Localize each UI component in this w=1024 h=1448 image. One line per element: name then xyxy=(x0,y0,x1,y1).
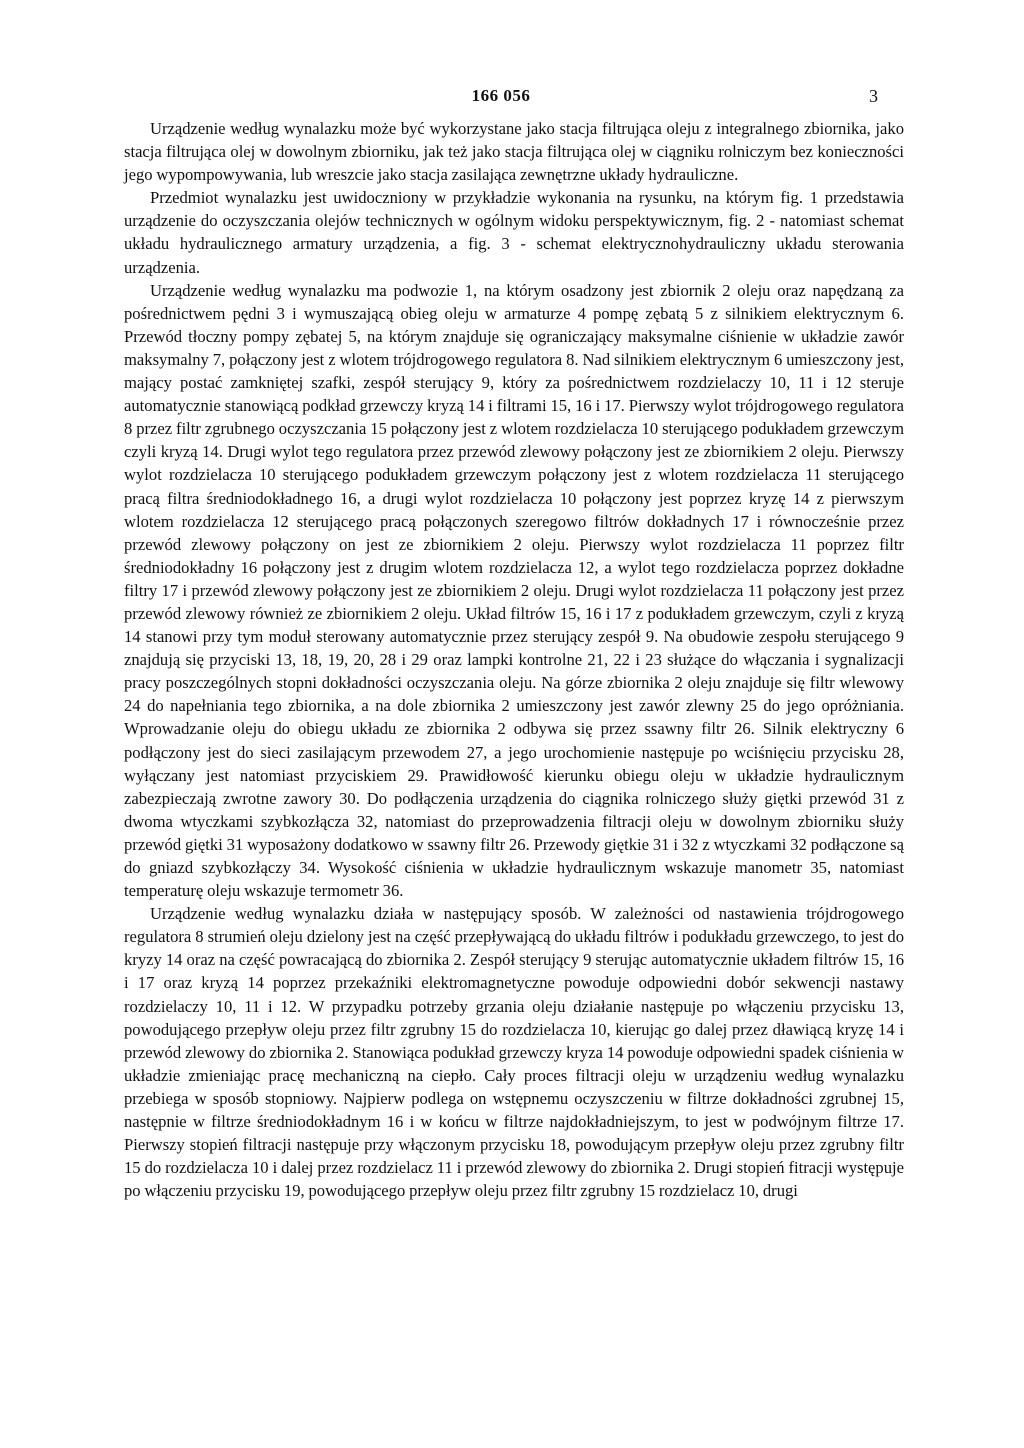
paragraph-operation: Urządzenie według wynalazku działa w następujący sposób. W zależności od nastawienia trójdrogowego regulatora 8 strumień oleju dzielony jest na część przepływającą do układu filtrów i podukładu grzewczego, to jest do kryzy 14 oraz na część powracającą do zbiornika 2. Zespół sterujący 9 sterując automatycznie układem filtrów 15, 16 i 17 oraz kryzą 14 poprzez przekaźniki elektromagnetyczne powoduje odpowiedni dobór sekwencji nastawy rozdzielaczy 10, 11 i 12. W przypadku potrzeby grzania oleju działanie następuje po włączeniu przycisku 13, powodującego przepływ oleju przez filtr zgrubny 15 do rozdzielacza 10, kierując go dalej przez dławiącą kryzę 14 i przewód zlewowy do zbiornika 2. Stanowiąca podukład grzewczy kryza 14 powoduje odpowiedni spadek ciśnienia w układzie zmieniając pracę mechaniczną na ciepło. Cały proces filtracji oleju w urządzeniu według wynalazku przebiega w sposób stopniowy. Najpierw podlega on wstępnemu oczyszczeniu w filtrze dokładności zgrubnej 15, następnie w filtrze średniodokładnym 16 i w końcu w filtrze najdokładniejszym, to jest w podwójnym filtrze 17. Pierwszy stopień filtracji następuje przy włączonym przycisku 18, powodującym przepływ oleju przez zgrubny filtr 15 do rozdzielacza 10 i dalej przez rozdzielacz 11 i przewód zlewowy do zbiornika 2. Drugi stopień fitracji występuje po włączeniu przycisku 19, powodującego przepływ oleju przez filtr zgrubny 15 rozdzielacz 10, drugi xyxy=(124,904,904,1201)
page-number: 3 xyxy=(869,86,878,106)
document-number: 166 056 xyxy=(471,86,531,105)
body-text xyxy=(124,117,904,1202)
page-header xyxy=(124,86,878,114)
paragraph-application: Urządzenie według wynalazku może być wykorzystane jako stacja filtrująca oleju z integralnego zbiornika, jako stacja filtrująca olej w dowolnym zbiorniku, jak też jako stacja filtrująca olej w ciągniku rolniczym bez konieczności jego wypompowywania, lub wreszcie jako stacja zasilająca zewnętrzne układy hydrauliczne. xyxy=(124,119,904,185)
paragraph-figures: Przedmiot wynalazku jest uwidoczniony w przykładzie wykonania na rysunku, na którym fig. 1 przedstawia urządzenie do oczyszczania olejów technicznych w ogólnym widoku perspektywicznym, fig. 2 - natomiast schemat układu hydraulicznego armatury urządzenia, a fig. 3 - schemat elektrycznohydrauliczny układu sterowania urządzenia. xyxy=(124,188,904,277)
paragraph-construction: Urządzenie według wynalazku ma podwozie 1, na którym osadzony jest zbiornik 2 oleju oraz napędzaną za pośrednictwem pędni 3 i wymuszającą obieg oleju w armaturze 4 pompę zębatą 5 z silnikiem elektrycznym 6. Przewód tłoczny pompy zębatej 5, na którym znajduje się ograniczający maksymalne ciśnienie w układzie zawór maksymalny 7, połączony jest z wlotem trójdrogowego regulatora 8. Nad silnikiem elektrycznym 6 umieszczony jest, mający postać zamkniętej szafki, zespół sterujący 9, który za pośrednictwem rozdzielaczy 10, 11 i 12 steruje automatycznie stanowiącą podkład grzewczy kryzą 14 i filtrami 15, 16 i 17. Pierwszy wylot trójdrogowego regulatora 8 przez filtr zgrubnego oczyszczania 15 połączony jest z wlotem rozdzielacza 10 sterującego podukładem grzewczym czyli kryzą 14. Drugi wylot tego regulatora przez przewód zlewowy połączony jest ze zbiornikiem 2 oleju. Pierwszy wylot rozdzielacza 10 sterującego podukładem grzewczym połączony jest z wlotem rozdzielacza 11 sterującego pracą filtra średniodokładnego 16, a drugi wylot rozdzielacza 10 połączony jest poprzez kryzę 14 z pierwszym wlotem rozdzielacza 12 sterującego pracą połączonych szeregowo filtrów dokładnych 17 i równocześnie przez przewód zlewowy połączony on jest ze zbiornikiem 2 oleju. Pierwszy wylot rozdzielacza 11 poprzez filtr średniodokładny 16 połączony jest z drugim wlotem rozdzielacza 12, a wylot tego rozdzielacza poprzez dokładne filtry 17 i przewód zlewowy połączony jest ze zbiornikiem 2 oleju. Drugi wylot rozdzielacza 11 połączony jest przez przewód zlewowy również ze zbiornikiem 2 oleju. Układ filtrów 15, 16 i 17 z podukładem grzewczym, czyli z kryzą 14 stanowi przy tym moduł sterowany automatycznie przez sterujący zespół 9. Na obudowie zespołu sterującego 9 znajdują się przyciski 13, 18, 19, 20, 28 i 29 oraz lampki kontrolne 21, 22 i 23 służące do włączania i sygnalizacji pracy poszczególnych stopni dokładności oczyszczania oleju. Na górze zbiornika 2 oleju znajduje się filtr wlewowy 24 do napełniania tego zbiornika, a na dole zbiornika 2 umieszczony jest zawór zlewny 25 do jego opróżniania. Wprowadzanie oleju do obiegu układu ze zbiornika 2 odbywa się przez ssawny filtr 26. Silnik elektryczny 6 podłączony jest do sieci zasilającym przewodem 27, a jego urochomienie następuje po wciśnięciu przycisku 28, wyłączany jest natomiast przyciskiem 29. Prawidłowość kierunku obiegu oleju w układzie hydraulicznym zabezpieczają zwrotne zawory 30. Do podłączenia urządzenia do ciągnika rolniczego służy giętki przewód 31 z dwoma wtyczkami szybkozłącza 32, natomiast do przeprowadzenia filtracji oleju w dowolnym zbiorniku służy przewód giętki 31 wyposażony dodatkowo w ssawny filtr 26. Przewody giętkie 31 i 32 z wtyczkami 32 podłączone są do gniazd szybkozłączy 34. Wysokość ciśnienia w układzie hydraulicznym wskazuje manometr 35, natomiast temperaturę oleju wskazuje termometr 36. xyxy=(124,280,904,901)
